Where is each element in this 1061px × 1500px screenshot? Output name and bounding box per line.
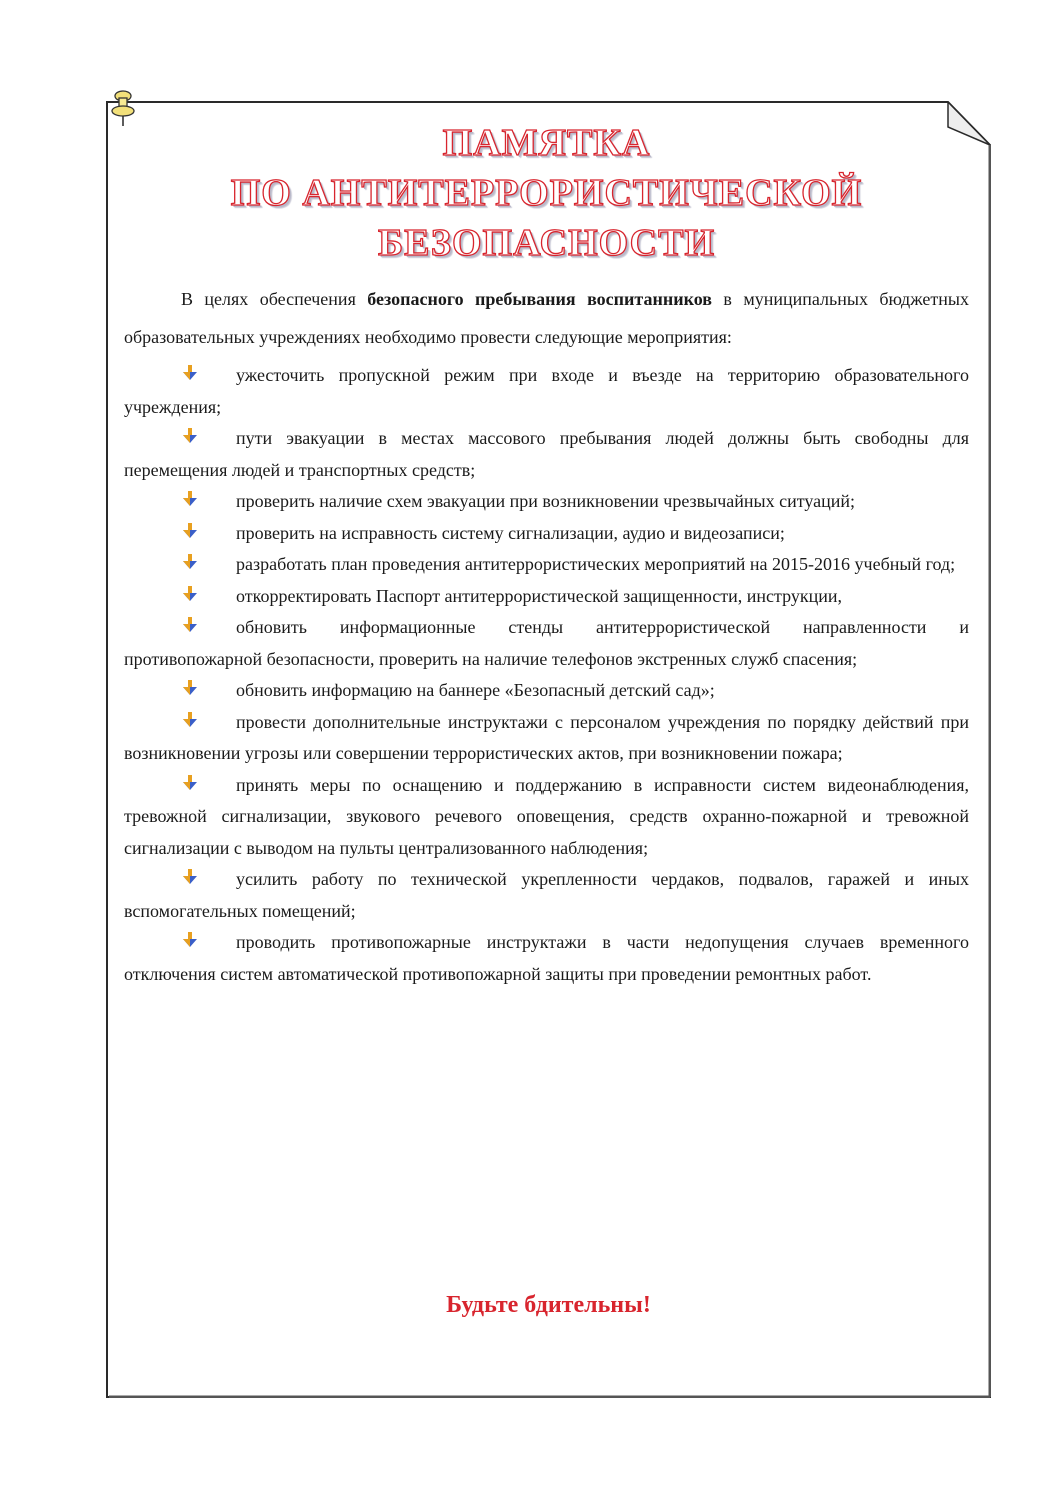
arrow-down-bullet-icon (182, 707, 200, 723)
arrow-down-bullet-icon (182, 581, 200, 597)
title-line-3: БЕЗОПАСНОСТИ (377, 222, 716, 264)
memo-content (124, 118, 969, 990)
intro-text-2: в муниципальных бюджетных образовательных учреждениях необходимо провести следующие мероприятия: (124, 289, 969, 347)
list-item (124, 581, 969, 613)
list-item-text: ужесточить пропускной режим при входе и въезде на территорию образовательного учреждения; (124, 365, 969, 417)
list-item (124, 360, 969, 423)
arrow-down-bullet-icon (182, 549, 200, 565)
list-item (124, 675, 969, 707)
list-item (124, 927, 969, 990)
intro-bold: безопасного пребывания воспитанников (367, 289, 712, 309)
list-item-text: усилить работу по технической укрепленности чердаков, подвалов, гаражей и иных вспомогательных помещений; (124, 869, 969, 921)
list-item-text: обновить информационные стенды антитеррористической направленности и противопожарной безопасности, проверить на наличие телефонов экстренных служб спасения; (124, 617, 969, 669)
list-item-text: разработать план проведения антитеррористических мероприятий на 2015-2016 учебный год; (236, 554, 956, 574)
intro-paragraph (124, 280, 969, 356)
list-item (124, 549, 969, 581)
arrow-down-bullet-icon (182, 486, 200, 502)
measures-list (124, 360, 969, 990)
list-item-text: пути эвакуации в местах массового пребывания людей должны быть свободны для перемещения людей и транспортных средств; (124, 428, 969, 480)
arrow-down-bullet-icon (182, 518, 200, 534)
list-item-text: проверить на исправность систему сигнализации, аудио и видеозаписи; (236, 522, 785, 543)
list-item-text: проводить противопожарные инструктажи в части недопущения случаев временного отключения систем автоматической противопожарной защиты при проведении ремонтных работ. (124, 932, 969, 984)
title-line-2: ПО АНТИТЕРРОРИСТИЧЕСКОЙ (230, 172, 863, 214)
list-item (124, 707, 969, 770)
list-item (124, 612, 969, 675)
arrow-down-bullet-icon (182, 675, 200, 691)
arrow-down-bullet-icon (182, 360, 200, 376)
arrow-down-bullet-icon (182, 612, 200, 628)
list-item-text: провести дополнительные инструктажи с персоналом учреждения по порядку действий при возникновении угрозы или совершении террористических актов, при возникновении пожара; (124, 711, 969, 763)
list-item-text: проверить наличие схем эвакуации при возникновении чрезвычайных ситуаций; (236, 491, 856, 511)
list-item (124, 518, 969, 550)
list-item (124, 864, 969, 927)
list-item (124, 486, 969, 518)
list-item-text: откорректировать Паспорт антитеррористической защищенности, инструкции, (236, 585, 842, 606)
intro-text-1: В целях обеспечения (181, 289, 368, 309)
arrow-down-bullet-icon (182, 770, 200, 786)
arrow-down-bullet-icon (182, 864, 200, 880)
title-line-1: ПАМЯТКА (442, 122, 651, 164)
footer-slogan: Будьте бдительны! (446, 1292, 651, 1318)
arrow-down-bullet-icon (182, 927, 200, 943)
arrow-down-bullet-icon (182, 423, 200, 439)
list-item-text: принять меры по оснащению и поддержанию в исправности систем видеонаблюдения, тревожной сигнализации, звукового речевого оповещения, средств охранно-пожарной и тревожной сигнализации с выводом на пульты централизованного наблюдения; (124, 774, 969, 858)
list-item-text: обновить информацию на баннере «Безопасный детский сад»; (236, 680, 715, 700)
memo-title (124, 118, 969, 268)
list-item (124, 770, 969, 865)
list-item (124, 423, 969, 486)
